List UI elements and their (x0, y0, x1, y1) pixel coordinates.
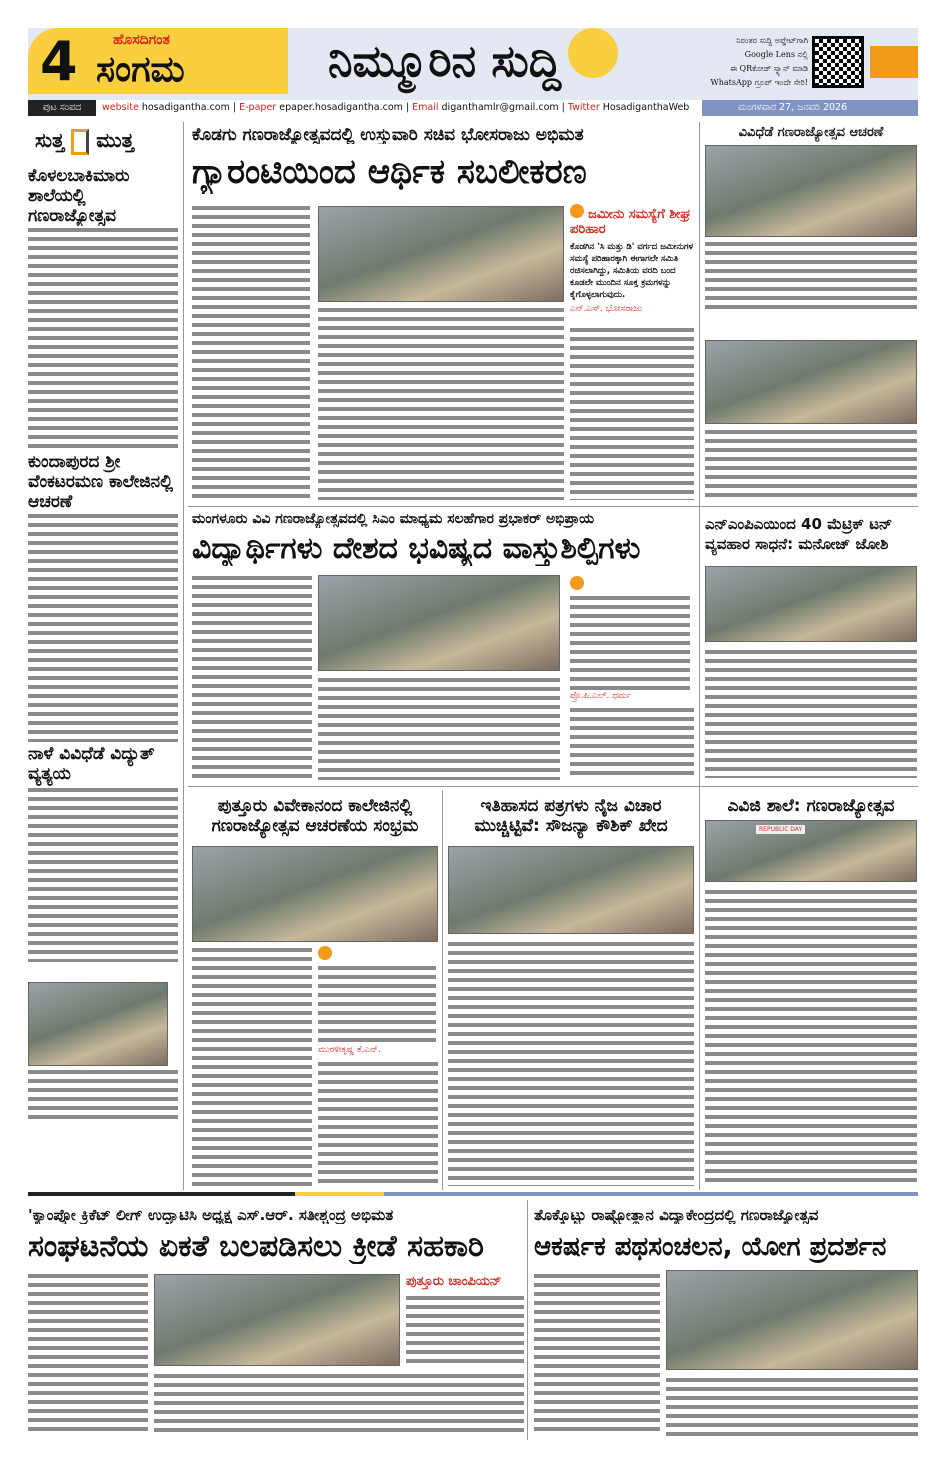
story-headline: ನಾಳೆ ವಿವಿಧೆಡೆ ವಿದ್ಯುತ್ ವ್ಯತ್ಯಯ (28, 744, 178, 784)
quote-author: ಪ್ರೊ.ಪಿ.ಎಲ್. ಧರ್ಮ (570, 691, 632, 701)
story-headline: ಕೊಳಲಬಾಕಿಮಾರು ಶಾಲೆಯಲ್ಲಿ ಗಣರಾಜ್ಯೋತ್ಸವ (28, 166, 130, 226)
section-name: ಸಂಗಮ (96, 49, 185, 90)
divider (699, 122, 700, 1190)
brand-logo: ಹೊಸದಿಗಂತ (113, 32, 170, 48)
story-headline: ಕುಂದಾಪುರದ ಶ್ರೀ ವೆಂಕಟರಮಣ ಕಾಲೇಜಿನಲ್ಲಿ ಆಚರಣೆ (28, 452, 178, 512)
column-logo-left: ಸುತ್ತ (35, 128, 65, 152)
story-body (318, 676, 560, 780)
champion-box (406, 1274, 524, 1368)
contact-links: website hosadigantha.com | E-paper epaper.hosadigantha.com | Email diganthamlr@gmail.com | Twitter HosadiganthaWeb (102, 102, 690, 113)
twitter-link[interactable]: HosadiganthaWeb (602, 102, 690, 113)
seminar-photo (448, 846, 694, 934)
quote-body (318, 964, 436, 1044)
epaper-link[interactable]: epaper.hosadigantha.com (279, 102, 403, 113)
story-body (28, 226, 178, 468)
yellow-circle (568, 28, 618, 78)
story-body (154, 1372, 524, 1436)
story-body (705, 888, 917, 1186)
pull-quote (570, 576, 694, 703)
divider (183, 122, 184, 1190)
divider (188, 786, 918, 787)
quote-icon (570, 576, 584, 590)
story-body (705, 648, 917, 778)
quote-author: ಮುರಳೀಕೃಷ್ಣ ಕೆ.ಎನ್. (318, 1045, 381, 1055)
quote-author: ಎನ್.ಎಸ್. ಭೋಸರಾಜು (570, 304, 643, 314)
photo-caption (705, 240, 917, 310)
lead-headline: ಗ್ಯಾರಂಟಿಯಿಂದ ಆರ್ಥಿಕ ಸಬಲೀಕರಣ (192, 152, 587, 192)
lead-body (318, 306, 564, 500)
info-strip (28, 100, 918, 116)
divider (527, 1200, 528, 1440)
right2-headline: ಎನ್‌ಎಂಪಿಎಯಿಂದ 40 ಮೆಟ್ರಿಕ್ ಟನ್ ವ್ಯವಹಾರ ಸಾಧನೆ: ಮನೋಜ್ ಜೋಶಿ (705, 515, 893, 553)
yoga-photo (666, 1270, 918, 1370)
story-body (318, 1060, 438, 1186)
qr-line: ನಿರಂತರ ಸುದ್ದಿ ಅಪ್ಡೇಟ್‌ಗಾಗಿ (736, 36, 808, 45)
story-body (28, 512, 178, 742)
story-body (666, 1376, 918, 1436)
npa-photo (705, 566, 917, 642)
champion-box-body (406, 1294, 524, 1364)
qr-caption (688, 34, 808, 90)
divider (442, 790, 443, 1190)
story-a-headline: ಪುತ್ತೂರು ವಿವೇಕಾನಂದ ಕಾಲೇಜಿನಲ್ಲಿ ಗಣರಾಜ್ಯೋತ್ಸವ ಆಚರಣೆಯ ಸಂಭ್ರಮ (211, 796, 419, 836)
page-number: 4 (40, 30, 78, 93)
photo-caption (28, 1068, 178, 1124)
story-body (28, 786, 178, 962)
bottom-right-headline: ಆಕರ್ಷಕ ಪಥಸಂಚಲನ, ಯೋಗ ಪ್ರದರ್ಶನ (534, 1232, 887, 1262)
quote-body (570, 594, 690, 690)
story-body (448, 940, 694, 1186)
bottom-left-kicker: 'ಕ್ಯಾಂಪ್ಕೋ ಕ್ರಿಕೆಟ್ ಲೀಗ್ ಉದ್ಘಾಟಿಸಿ ಅಧ್ಯಕ್ಷ ಎಸ್.ಆರ್. ಸತೀಶ್ಚಂದ್ರ ಅಭಿಮತ (28, 1206, 394, 1224)
second-headline: ವಿದ್ಯಾರ್ಥಿಗಳು ದೇಶದ ಭವಿಷ್ಯದ ವಾಸ್ತುಶಿಲ್ಪಿಗಳು (192, 532, 641, 566)
second-kicker: ಮಂಗಳೂರು ವಿವಿ ಗಣರಾಜ್ಯೋತ್ಸವದಲ್ಲಿ ಸಿಎಂ ಮಾಧ್ಯಮ ಸಲಹೆಗಾರ ಪ್ರಭಾಕರ್ ಅಭಿಪ್ರಾಯ (192, 511, 595, 527)
divider (188, 506, 918, 507)
column-logo-right: ಮುತ್ತ (96, 128, 134, 152)
email-link[interactable]: diganthamlr@gmail.com (441, 102, 559, 113)
republic-day-banner: REPUBLIC DAY (756, 825, 805, 834)
website-label: website (102, 102, 139, 113)
lead-body (570, 326, 694, 500)
epaper-label: E-paper (239, 102, 277, 113)
speaker-photo (318, 575, 560, 671)
quote-icon (570, 204, 584, 218)
lead-kicker: ಕೊಡಗು ಗಣರಾಜ್ಯೋತ್ಸವದಲ್ಲಿ ಉಸ್ತುವಾರಿ ಸಚಿವ ಭೋಸರಾಜು ಅಭಿಮತ (192, 126, 584, 144)
date: ಮಂಗಳವಾರ 27, ಜನವರಿ 2026 (702, 100, 918, 116)
masthead (28, 28, 918, 100)
story-body (192, 574, 312, 780)
photo-caption (705, 428, 917, 498)
quote-title: ಜಮೀನು ಸಮಸ್ಯೆಗೆ ಶೀಘ್ರ ಪರಿಹಾರ (570, 207, 691, 237)
story-body (28, 1272, 148, 1436)
event-photo (705, 340, 917, 424)
quote-icon (318, 946, 332, 960)
right-section-title: ವಿವಿಧೆಡೆ ಗಣರಾಜ್ಯೋತ್ಸವ ಆಚರಣೆ (738, 125, 884, 140)
pull-quote (318, 946, 438, 1057)
twitter-label: Twitter (567, 102, 600, 113)
pull-quote (570, 204, 694, 316)
story-body (570, 706, 694, 780)
masthead-title: ನಿಮ್ಮೂರಿನ ಸುದ್ದಿ (328, 36, 562, 87)
parade-photo (318, 206, 564, 302)
page-label: ಪುಟ ಸಂಪದ (28, 100, 96, 116)
school-photo (28, 982, 168, 1066)
qr-line: Google Lens ನಲ್ಲಿ (744, 50, 808, 59)
qr-code[interactable] (812, 36, 864, 88)
college-photo (192, 846, 438, 942)
cricket-photo (154, 1274, 400, 1366)
qr-line: WhatsApp ಗ್ರೂಪ್ ಇಂದೇ ಸೇರಿ! (710, 78, 808, 87)
lead-body (192, 204, 310, 500)
qr-line: ಈ QRಕೋಡ್ ಸ್ಕ್ಯಾನ್ ಮಾಡಿ (730, 64, 808, 73)
story-b-headline: ಇತಿಹಾಸದ ಪತ್ರಗಳು ನೈಜ ವಿಚಾರ ಮುಚ್ಚಿಟ್ಟಿವೆ: ಸೌಜನ್ಯಾ ಕೌಶಿಕ್ ಖೇದ (474, 796, 668, 836)
column-logo (35, 128, 134, 155)
bottom-right-kicker: ತೊಕ್ಕೊಟ್ಟು ರಾಷ್ಟ್ರೋತ್ಥಾನ ವಿದ್ಯಾಕೇಂದ್ರದಲ್ಲಿ ಗಣರಾಜ್ಯೋತ್ಸವ (534, 1206, 819, 1224)
bottom-left-headline: ಸಂಘಟನೆಯ ಏಕತೆ ಬಲಪಡಿಸಲು ಕ್ರೀಡೆ ಸಹಕಾರಿ (28, 1230, 484, 1264)
avg-school-photo (705, 820, 917, 882)
email-label: Email (412, 102, 439, 113)
section-divider-bar (28, 1192, 918, 1196)
website-link[interactable]: hosadigantha.com (141, 102, 230, 113)
story-c-headline: ಎವಿಜಿ ಶಾಲೆ: ಗಣರಾಜ್ಯೋತ್ಸವ (727, 796, 895, 816)
quote-body: ಕೊಡಗಿನ 'ಸಿ ಮತ್ತು ಡಿ' ವರ್ಗದ ಜಮೀನುಗಳ ಸಮಸ್ಯೆ ಪರಿಹಾರಕ್ಕಾಗಿ ಈಗಾಗಲೇ ಸಮಿತಿ ರಚಿಸಲಾಗಿದ್ದು, ಸಮಿತಿಯ ವರದಿ ಬಂದ ಕೂಡಲೇ ಮುಂದಿನ ಸೂಕ್ತ ಕ್ರಮಗಳನ್ನು ಕೈಗೊಳ್ಳಲಾಗುವುದು. (570, 242, 694, 300)
champion-box-title: ಪುತ್ತೂರು ಚಾಂಪಿಯನ್ (406, 1274, 502, 1289)
story-body (192, 946, 312, 1186)
event-photo (705, 145, 917, 237)
story-body (534, 1272, 660, 1436)
door-icon (71, 129, 89, 155)
orange-square (870, 46, 918, 78)
